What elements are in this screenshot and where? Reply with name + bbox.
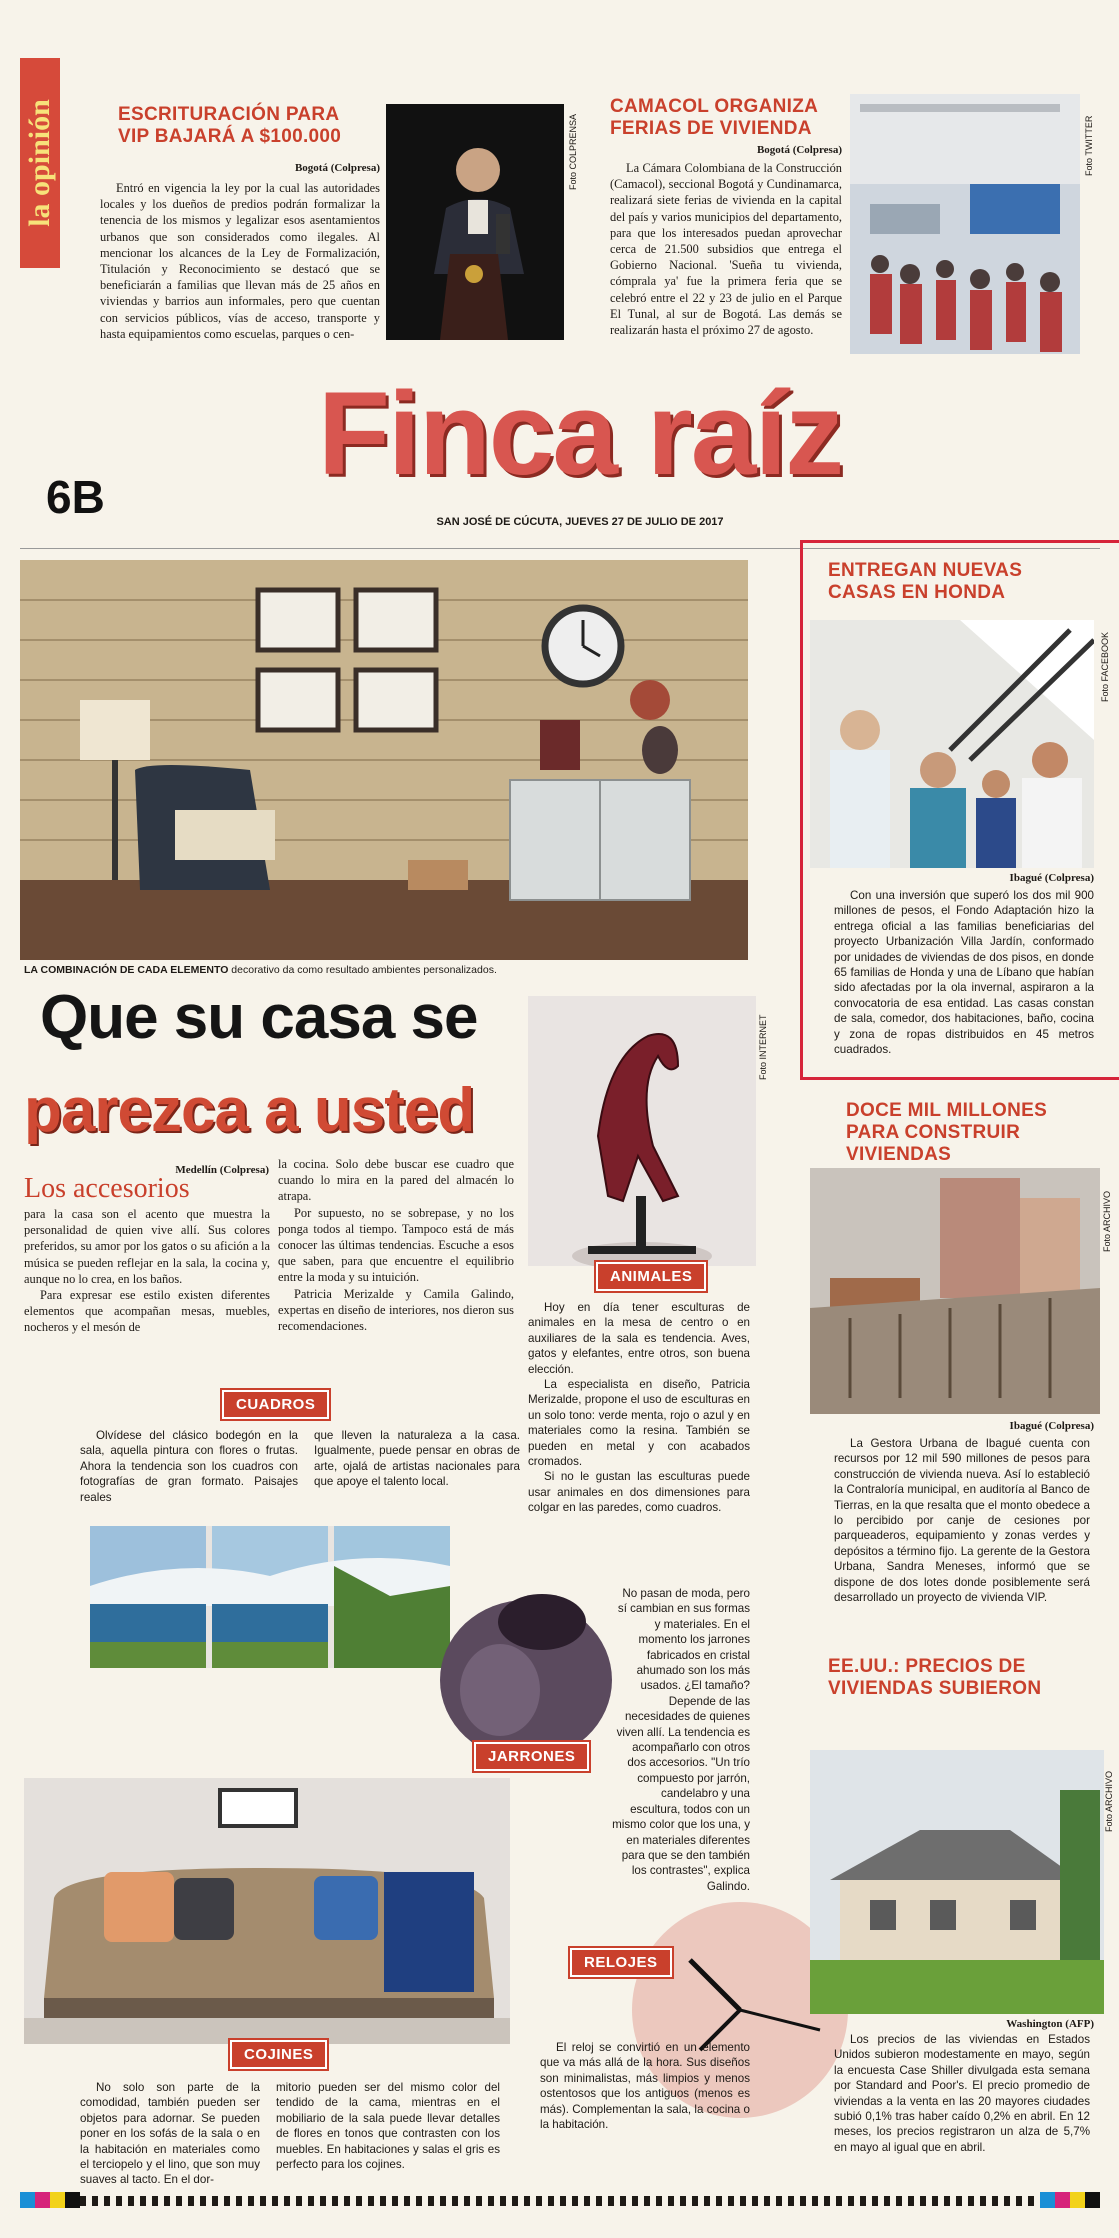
camacol-photo-credit: Foto TWITTER (1084, 115, 1094, 176)
color-swatches-right (1040, 2192, 1100, 2208)
cojines-left-text: No solo son parte de la comodidad, también pueden ser objetos para adornar. Se pueden poner en los sofás de la sala o en la habitación en materiales como el terciopelo y el lino, que son muy suaves al tacto. En el dor- (80, 2081, 260, 2187)
doce-photo-credit: Foto ARCHIVO (1102, 1190, 1112, 1252)
main-col1b-text: Para expresar ese estilo existen diferentes elementos que acompañan mesas, muebles, nocheros y el mesón de (24, 1288, 270, 1335)
vase-image (430, 1570, 620, 1770)
doce-photo (810, 1168, 1100, 1414)
animales-tag: ANIMALES (596, 1262, 706, 1291)
cojines-right (276, 2080, 500, 2172)
jarrones-body (612, 1586, 750, 1894)
main-col2 (278, 1156, 514, 1334)
eeuu-photo-credit: Foto ARCHIVO (1104, 1770, 1114, 1832)
jarrones-text: No pasan de moda, pero sí cambian en sus formas y materiales. En el momento los jarrones fabricados en cristal ahumado son los más usados. ¿El tamaño? Depende de las necesidades de quienes viven allí. La tendencia es acompañarlo con otros dos accesorios. "Un trío compuesto por jarrón, candelabro y una escultura, todos con un mismo color que los una, y en materiales diferentes para que se den también los contrastes", explica Galindo. (612, 1587, 750, 1893)
honda-dateline: Ibagué (Colpresa) (1009, 872, 1094, 884)
animal-photo-credit: Foto INTERNET (758, 1014, 768, 1080)
cojines-left (80, 2080, 260, 2188)
relojes-body (540, 2040, 750, 2132)
animales-body (528, 1300, 750, 1516)
honda-headline: ENTREGAN NUEVAS CASAS EN HONDA (828, 560, 1023, 603)
caption-bold: LA COMBINACIÓN DE CADA ELEMENTO (24, 964, 229, 976)
eeuu-body-text: Los precios de las viviendas en Estados Unidos subieron modestamente en mayo, según la encuesta Case Shiller divulgada esta semana por Standard and Poor's. El precio promedio de viviendas a la venta en las 20 mayores ciudades subió 0,1% tras haber caído 0,2% en abril. En 12 meses, los precios registraron un alza de 5,7% en mayo al igual que en abril. (834, 2033, 1090, 2154)
honda-body-text: Con una inversión que superó los dos mil 900 millones de pesos, el Fondo Adaptación hizo la entrega oficial a las familias beneficiarias del proyecto Urbanización Villa Jardín, conformado por unidades de viviendas de dos pisos, en donde 65 familias de Honda y una de Líbano que habían sido afectadas por la ola invernal, aspiraron a la convocatoria de esa entidad. Las casas constan de sala, comedor, dos habitaciones, baño, cocina y zona de ropas distribuidos en 45 metros cuadrados. (834, 889, 1094, 1057)
main-dateline: Medellín (Colpresa) (175, 1164, 269, 1176)
honda-photo (810, 620, 1094, 868)
camacol-photo (850, 94, 1080, 354)
cojines-right-text: mitorio pueden ser del mismo color del tendido de la cama, mientras en el mobiliario de la sala puede llevar detalles de flores en tonos que contrasten con los muebles. En habitaciones y salas el gris es perfecto para los cojines. (276, 2081, 500, 2172)
animales-p2: La especialista en diseño, Patricia Merizalde, propone el uso de esculturas en un solo tono: verde menta, rojo o azul y en materiales como la resina. También se pueden en metal y con acabados cromados. (528, 1378, 750, 1469)
living-room-photo (20, 560, 748, 960)
color-swatches-left (20, 2192, 80, 2208)
cuadros-left (80, 1428, 298, 1505)
camacol-body (610, 160, 842, 338)
main-subhead: Los accesorios (24, 1173, 190, 1204)
camacol-headline: CAMACOL ORGANIZA FERIAS DE VIVIENDA (610, 96, 818, 139)
caption-rest: decorativo da como resultado ambientes personalizados. (231, 964, 497, 976)
main-col2c-text: Patricia Merizalde y Camila Galindo, expertas en diseño de interiores, nos dieron sus recomendaciones. (278, 1286, 514, 1334)
eeuu-body (834, 2032, 1090, 2155)
sofa-photo (24, 1778, 510, 2044)
doce-dateline: Ibagué (Colpresa) (1009, 1420, 1094, 1432)
camacol-body-text: La Cámara Colombiana de la Construcción (Camacol), seccional Bogotá y Cundinamarca, realizará siete ferias de vivienda en la capital del país y varios municipios del departamento, para que los interesados puedan aprovechar cerca de 21.500 subsidios que entrega el Gobierno Nacional. 'Sueña tu vivienda, cómprala ya' fue la primera feria que se celebró entre el 22 y 23 de julio en el Parque El Tunal, al sur de Bogotá. Las demás se realizarán hasta el próximo 27 de agosto. (610, 161, 842, 338)
page-number: 6B (46, 471, 105, 523)
main-headline-1: Que su casa se (40, 983, 478, 1052)
vip-body-text: Entró en vigencia la ley por la cual las autoridades locales y los dueños de predios podrán formalizar la tenencia de los mismos y legalizar esos asentamientos urbanos que son considerados como ilegales. Al mencionar los alcances de la Ley de Formalización, Titulación y Reconocimiento se destacó que se beneficiarán a familias que llevan más de 25 años en viviendas y barrios aun informales, pero que cuentan con servicios públicos, vías de acceso, transporte y hasta equipamientos como escuelas, parques o cen- (100, 181, 380, 341)
vip-headline: ESCRITURACIÓN PARA VIP BAJARÁ A $100.000 (118, 104, 342, 147)
cuadros-right-text: que lleven la naturaleza a la casa. Igualmente, puede pensar en obras de arte, ojalá de artistas nacionales para que apoye el talento local. (314, 1429, 520, 1489)
doce-body (834, 1436, 1090, 1605)
main-col2-text: la cocina. Solo debe buscar ese cuadro que cuando lo mira en la pared del almacén lo atrapa. (278, 1157, 514, 1204)
animal-sculpture-photo (528, 996, 756, 1266)
section-label: la opinión (23, 99, 56, 227)
vip-photo-credit: Foto COLPRENSA (568, 113, 578, 190)
eeuu-photo (810, 1750, 1104, 2014)
honda-photo-credit: Foto FACEBOOK (1100, 631, 1110, 702)
jarrones-tag: JARRONES (474, 1742, 589, 1771)
honda-body (834, 888, 1094, 1057)
eeuu-dateline: Washington (AFP) (1006, 2018, 1094, 2030)
animales-p3: Si no le gustan las esculturas puede usar animales en dos dimensiones para colgar en las paredes, como cuadros. (528, 1470, 750, 1515)
vip-body (100, 180, 380, 342)
relojes-text: El reloj se convirtió en un elemento que va más allá de la hora. Sus diseños son minimalistas, más limpios y menos ostentosos que los antiguos (menos es más). Complementan la sala, la cocina o la habitación. (540, 2041, 750, 2132)
main-col1-text: para la casa son el acento que muestra la personalidad de quien vive allí. Sus colores preferidos, su amor por los gatos o su afición a la música se pueden reflejar en la sala, la cocina y, aunque no lo crea, en los baños. (24, 1207, 270, 1286)
eeuu-headline: EE.UU.: PRECIOS DE VIVIENDAS SUBIERON (828, 1656, 1042, 1699)
vip-photo (386, 104, 564, 340)
masthead-title: Finca raíz (317, 368, 843, 500)
section-label-band (20, 58, 60, 268)
main-photo-caption (24, 964, 744, 976)
printer-color-bar (20, 2196, 1100, 2206)
cuadros-right (314, 1428, 520, 1490)
main-headline-2: parezca a usted (24, 1076, 475, 1145)
masthead-dateline: SAN JOSÉ DE CÚCUTA, JUEVES 27 DE JULIO DE 2017 (436, 516, 724, 528)
relojes-tag: RELOJES (570, 1948, 672, 1977)
main-col1 (24, 1206, 270, 1336)
triptych-photo (90, 1526, 450, 1668)
doce-body-text: La Gestora Urbana de Ibagué cuenta con recursos por 12 mil 590 millones de pesos para construcción de vivienda nueva. Así lo estableció la Contraloría municipal, en auditoría al Banco de Tierras, en la que resalta que el monto obedece a lo percibido por canje de cesiones por parqueaderos, equipamiento y zonas verdes y depósitos a término fijo. La gerente de la Gestora Urbana, Sandra Meneses, informó que se dispone de dos lotes donde posiblemente será desarrollado un proyecto de vivienda VIP. (834, 1437, 1090, 1605)
cuadros-tag: CUADROS (222, 1390, 329, 1419)
vip-dateline: Bogotá (Colpresa) (294, 162, 380, 174)
main-col2b-text: Por supuesto, no se sobrepase, y no los ponga todos al tiempo. Tampoco está de más conocer las últimas tendencias. Escuche a esos que saben, para que encuentre el equilibrio entre la moda y su intuición. (278, 1205, 514, 1285)
cojines-tag: COJINES (230, 2040, 327, 2069)
animales-p1: Hoy en día tener esculturas de animales en la mesa de centro o en auxiliares de la sala es tendencia. Aves, gatos y elefantes, entre otros, son buena elección. (528, 1301, 750, 1376)
cuadros-left-text: Olvídese del clásico bodegón en la sala, aquella pintura con flores o frutas. Ahora la tendencia son los cuadros con fotografías de gran formato. Paisajes reales (80, 1429, 298, 1504)
doce-headline: DOCE MIL MILLONES PARA CONSTRUIR VIVIENDAS (846, 1100, 1048, 1165)
camacol-dateline: Bogotá (Colpresa) (756, 144, 842, 156)
